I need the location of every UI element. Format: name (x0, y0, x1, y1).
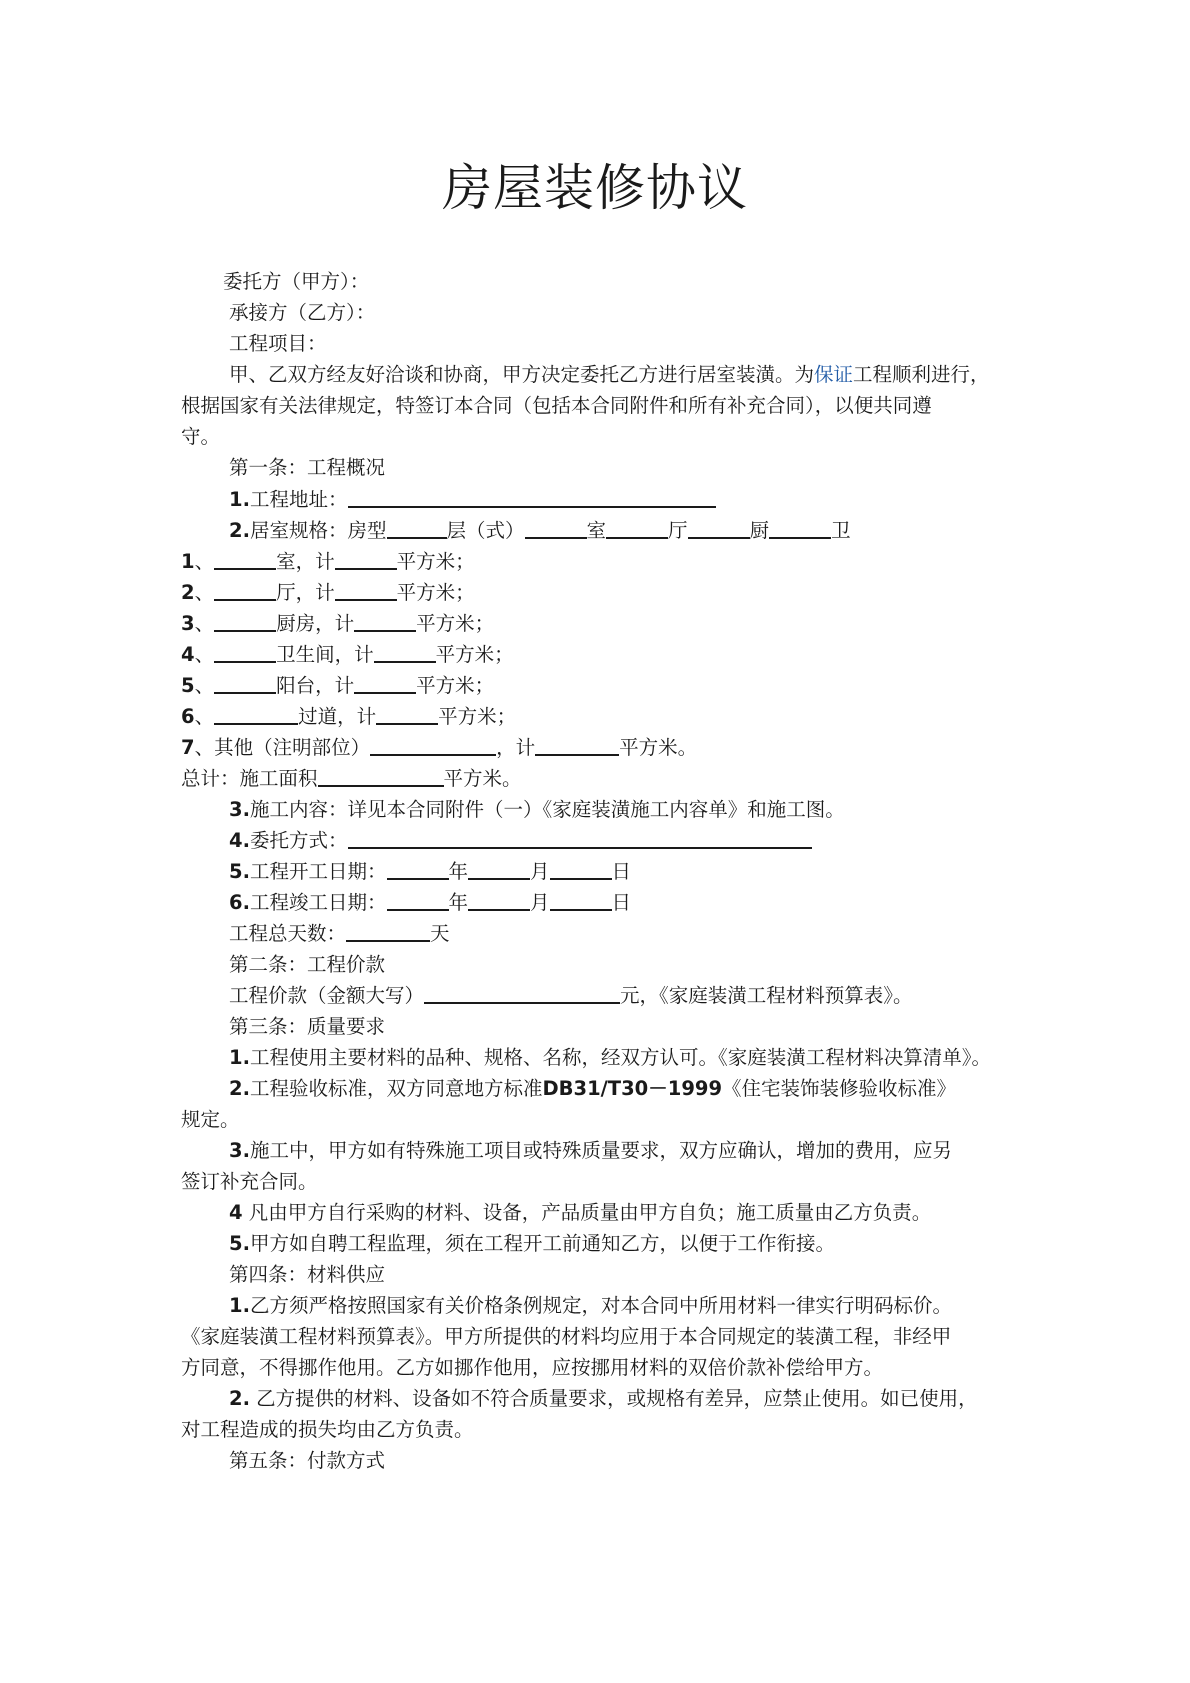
end-date-row (229, 887, 631, 918)
item-number: 2. (229, 1387, 250, 1410)
content-text: 施工内容：详见本合同附件（一）《家庭装潢施工内容单》和施工图。 (249, 798, 845, 821)
blank[interactable] (318, 765, 444, 787)
blank[interactable] (214, 672, 276, 694)
spec-bath: 卫 (831, 519, 851, 542)
intro-line-2: 根据国家有关法律规定，特签订本合同（包括本合同附件和所有补充合同），以便共同遵 (181, 394, 932, 417)
room-spec-row (229, 515, 851, 546)
article-1-heading: 第一条：工程概况 (229, 456, 386, 479)
article-2-heading: 第二条：工程价款 (229, 953, 386, 976)
price-label: 工程价款（金额大写） (229, 984, 425, 1007)
room-row (181, 639, 514, 670)
blank[interactable] (550, 858, 612, 880)
blank[interactable] (468, 889, 530, 911)
spec-room: 室 (586, 519, 607, 542)
room-name: 卫生间，计 (276, 643, 374, 666)
client-label: 委托方（甲方）： (223, 270, 370, 293)
item-number: 4. (229, 829, 250, 852)
item-number: 1 (181, 550, 195, 573)
quality-item-1 (229, 1042, 991, 1073)
document-title: 房屋装修协议 (442, 159, 748, 217)
room-unit: 平方米； (438, 705, 517, 728)
item-number: 6. (229, 891, 250, 914)
item-number: 5. (229, 1232, 250, 1255)
spec-floor: 层（式） (446, 519, 525, 542)
item-text: 工程验收标准，双方同意地方标准 (249, 1077, 543, 1100)
blank[interactable] (214, 703, 298, 725)
quality-item-5 (229, 1228, 835, 1259)
blank[interactable] (214, 579, 276, 601)
project-label: 工程项目： (229, 332, 327, 355)
month-label: 月 (530, 860, 550, 883)
price-tail: 元，《家庭装潢工程材料预算表》。 (620, 984, 913, 1007)
blank[interactable] (374, 641, 436, 663)
blank[interactable] (387, 858, 449, 880)
blank[interactable] (688, 517, 750, 539)
day-label: 日 (611, 891, 632, 914)
address-label: 工程地址： (249, 488, 348, 511)
room-row (181, 546, 475, 577)
spec-label: 居室规格：房型 (249, 519, 387, 542)
month-label: 月 (530, 891, 550, 914)
blank[interactable] (387, 889, 449, 911)
item-number: 5. (229, 860, 250, 883)
blank[interactable] (354, 672, 416, 694)
room-row (181, 608, 494, 639)
blank[interactable] (346, 920, 430, 942)
quality-item-3 (229, 1135, 952, 1166)
start-label: 工程开工日期： (249, 860, 387, 883)
item-text: 乙方须严格按照国家有关价格条例规定，对本合同中所用材料一律实行明码标价。 (249, 1294, 952, 1317)
item-text: 凡由甲方自行采购的材料、设备，产品质量由甲方自负；施工质量由乙方负责。 (242, 1201, 932, 1224)
item-number: 6 (181, 705, 195, 728)
separator: 、 (194, 581, 215, 604)
blank[interactable] (335, 548, 397, 570)
room-unit: 平方米； (396, 581, 475, 604)
item-number: 2. (229, 1077, 250, 1100)
blank[interactable] (370, 734, 496, 756)
room-unit: 平方米； (435, 643, 514, 666)
days-label: 工程总天数： (229, 922, 347, 945)
standard-code: DB31/T30－1999 (542, 1077, 723, 1100)
item-number: 1. (229, 1294, 250, 1317)
start-date-row (229, 856, 631, 887)
blank[interactable] (335, 579, 397, 601)
material-item-2-cont: 对工程造成的损失均由乙方负责。 (181, 1418, 474, 1441)
item-text: 施工中，甲方如有特殊施工项目或特殊质量要求，双方应确认，增加的费用，应另 (249, 1139, 952, 1162)
blank[interactable] (354, 610, 416, 632)
room-unit: 平方米； (416, 674, 495, 697)
blank[interactable] (214, 548, 276, 570)
intro-line-1 (229, 359, 990, 390)
blank[interactable] (550, 889, 612, 911)
end-label: 工程竣工日期： (249, 891, 387, 914)
contractor-label: 承接方（乙方）： (229, 301, 376, 324)
year-label: 年 (448, 891, 469, 914)
room-name: 过道，计 (298, 705, 377, 728)
separator: 、 (194, 550, 215, 573)
material-item-1-cont-2: 方同意，不得挪作他用。乙方如挪作他用，应按挪用材料的双倍价款补偿给甲方。 (181, 1356, 884, 1379)
other-label: 、其他（注明部位） (194, 736, 371, 759)
address-blank[interactable] (348, 486, 716, 508)
room-name: 厅，计 (276, 581, 335, 604)
article-3-heading: 第三条：质量要求 (229, 1015, 386, 1038)
item-text: 《住宅装饰装修验收标准》 (722, 1077, 957, 1100)
days-unit: 天 (430, 922, 450, 945)
total-days-row (229, 918, 450, 949)
mode-row (229, 825, 812, 856)
blank[interactable] (606, 517, 668, 539)
item-number: 1. (229, 1046, 250, 1069)
other-unit: 平方米。 (619, 736, 698, 759)
separator: 、 (194, 674, 215, 697)
intro-text-tail: 工程顺利进行， (853, 363, 990, 386)
article-5-heading: 第五条：付款方式 (229, 1449, 386, 1472)
blank[interactable] (214, 610, 276, 632)
item-number: 3. (229, 798, 250, 821)
item-number: 2 (181, 581, 195, 604)
separator: 、 (194, 705, 215, 728)
spec-kitchen: 厨 (749, 519, 770, 542)
guarantee-link[interactable]: 保证 (814, 363, 854, 386)
item-number: 1. (229, 488, 250, 511)
blank[interactable] (525, 517, 587, 539)
total-row (181, 763, 522, 794)
item-text: 乙方提供的材料、设备如不符合质量要求，或规格有差异，应禁止使用。如已使用， (249, 1387, 978, 1410)
material-item-1-cont: 《家庭装潢工程材料预算表》。甲方所提供的材料均应用于本合同规定的装潢工程，非经甲 (181, 1325, 952, 1348)
content-row (229, 794, 845, 825)
blank[interactable] (387, 517, 447, 539)
intro-line-3: 守。 (181, 425, 221, 448)
article-4-heading: 第四条：材料供应 (229, 1263, 386, 1286)
total-label: 总计：施工面积 (181, 767, 318, 790)
item-number: 2. (229, 519, 250, 542)
item-text: 工程使用主要材料的品种、规格、名称，经双方认可。《家庭装潢工程材料决算清单》。 (249, 1046, 991, 1069)
mode-label: 委托方式： (249, 829, 348, 852)
item-number: 3. (229, 1139, 250, 1162)
room-unit: 平方米； (396, 550, 475, 573)
separator: 、 (194, 643, 215, 666)
intro-text: 甲、乙双方经友好洽谈和协商，甲方决定委托乙方进行居室装潢。为 (229, 363, 815, 386)
room-name: 室，计 (276, 550, 335, 573)
blank[interactable] (348, 827, 812, 849)
quality-item-2-cont: 规定。 (181, 1108, 240, 1131)
room-row (181, 670, 494, 701)
room-row (181, 701, 516, 732)
material-item-2 (229, 1383, 978, 1414)
year-label: 年 (448, 860, 469, 883)
item-number: 7 (181, 736, 195, 759)
price-row (229, 980, 913, 1011)
item-number: 4 (229, 1201, 243, 1224)
item-number: 5 (181, 674, 195, 697)
separator: 、 (194, 612, 215, 635)
blank[interactable] (535, 734, 619, 756)
blank[interactable] (376, 703, 438, 725)
day-label: 日 (611, 860, 632, 883)
room-name: 阳台，计 (276, 674, 355, 697)
quality-item-3-cont: 签订补充合同。 (181, 1170, 318, 1193)
quality-item-4 (229, 1197, 931, 1228)
quality-item-2 (229, 1073, 956, 1104)
item-text: 甲方如自聘工程监理，须在工程开工前通知乙方，以便于工作衔接。 (249, 1232, 835, 1255)
blank[interactable] (214, 641, 276, 663)
blank[interactable] (468, 858, 530, 880)
item-number: 3 (181, 612, 195, 635)
room-name: 厨房，计 (276, 612, 355, 635)
address-row (229, 484, 716, 515)
spec-hall: 厅 (668, 519, 688, 542)
room-row (181, 577, 475, 608)
room-unit: 平方米； (416, 612, 495, 635)
blank[interactable] (424, 982, 620, 1004)
other-mid: ，计 (496, 736, 536, 759)
other-row (181, 732, 697, 763)
item-number: 4 (181, 643, 195, 666)
material-item-1 (229, 1290, 952, 1321)
total-unit: 平方米。 (443, 767, 522, 790)
blank[interactable] (769, 517, 831, 539)
